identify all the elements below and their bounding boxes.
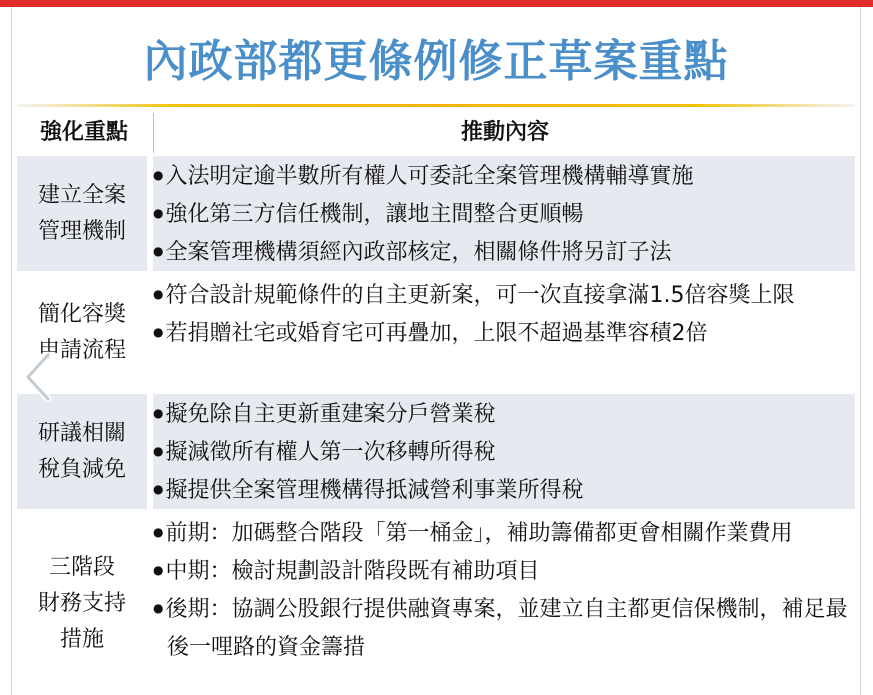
table-row-finance: [17, 513, 855, 695]
bullet-item: ● 前期：加碼整合階段「第一桶金」，補助籌備都更會相關作業費用: [153, 516, 855, 554]
row-category: [17, 156, 147, 271]
category-line: 三階段: [48, 555, 115, 580]
top-accent-bar: [0, 0, 873, 7]
title-divider: [17, 104, 855, 107]
category-line: 措施: [59, 627, 104, 652]
category-line: 建立全案: [37, 182, 126, 208]
row-content: [153, 156, 855, 271]
bullet-item: ● 全案管理機構須經內政部核定，相關條件將另訂子法: [153, 235, 855, 273]
category-line: 申請流程: [37, 337, 126, 363]
header-divider: [153, 113, 154, 153]
header-focus: 強化重點: [39, 120, 128, 145]
table-header: [17, 110, 855, 156]
bullet-item: ● 擬免除自主更新重建案分戶營業稅: [153, 397, 855, 435]
category-line: 稅負減免: [37, 456, 126, 482]
header-content: 推動內容: [460, 120, 549, 145]
row-content: [153, 394, 855, 509]
row-content: [153, 513, 855, 695]
row-content: [153, 275, 855, 390]
table-row-management: [17, 156, 855, 271]
row-category: [17, 394, 147, 509]
infographic-table: [12, 7, 860, 695]
bullet-item: ● 後期：協調公股銀行提供融資專案，並建立自主都更信保機制，補足最後一哩路的資金籌措: [153, 592, 855, 666]
bullet-item: ● 若捐贈社宅或婚育宅可再疊加，上限不超過基準容積2倍: [153, 316, 855, 354]
category-line: 研議相關: [37, 420, 126, 446]
bullet-item: ● 中期：檢討規劃設計階段既有補助項目: [153, 554, 855, 592]
table-row-bonus: [17, 275, 855, 390]
bullet-item: ● 入法明定逾半數所有權人可委託全案管理機構輔導實施: [153, 159, 855, 197]
page-title: 內政部都更條例修正草案重點: [143, 36, 729, 87]
bullet-item: ● 強化第三方信任機制，讓地主間整合更順暢: [153, 197, 855, 235]
bullet-item: ● 擬提供全案管理機構得抵減營利事業所得稅: [153, 473, 855, 511]
category-line: 財務支持: [37, 591, 126, 616]
bullet-item: ● 擬減徵所有權人第一次移轉所得稅: [153, 435, 855, 473]
row-category: [17, 513, 147, 695]
category-line: 簡化容獎: [37, 301, 126, 327]
chevron-left-icon[interactable]: [18, 349, 58, 405]
bullet-item: ● 符合設計規範條件的自主更新案，可一次直接拿滿1.5倍容獎上限: [153, 278, 855, 316]
table-row-tax: [17, 394, 855, 509]
category-line: 管理機制: [37, 218, 126, 244]
